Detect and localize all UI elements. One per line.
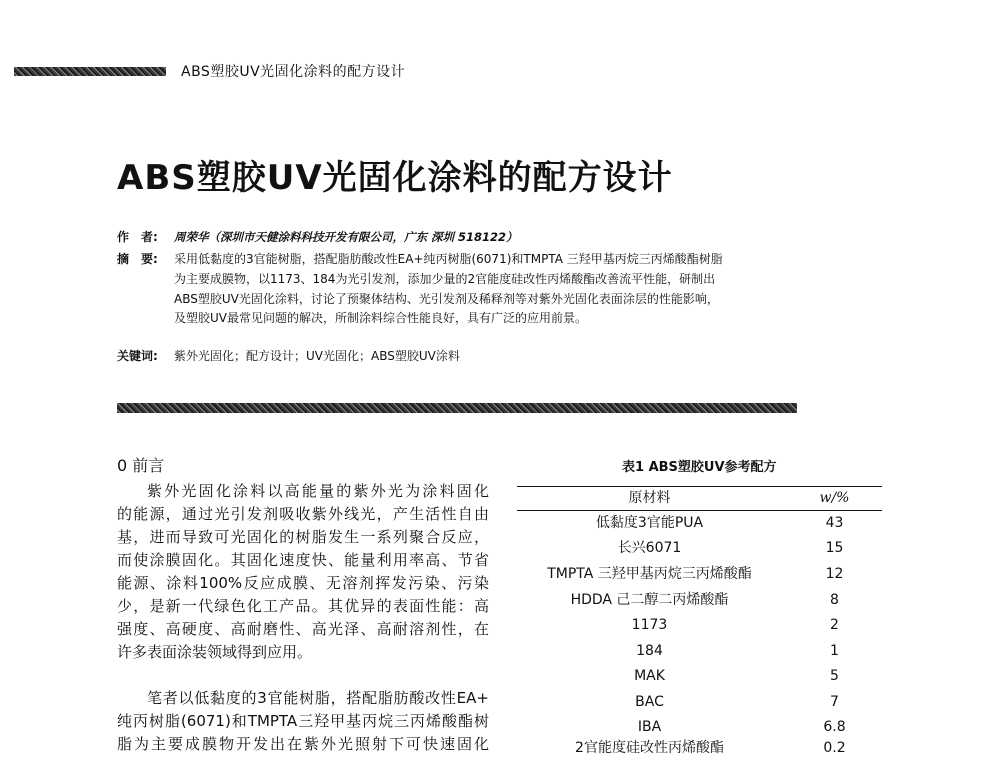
table-row (517, 563, 882, 586)
abstract-line: 为主要成膜物，以1173、184为光引发剂，添加少量的2官能度硅改性丙烯酸酯改善流平性能，研制出 (174, 271, 716, 286)
table-cell-material: TMPTA 三羟甲基丙烷三丙烯酸酯 (547, 566, 752, 582)
table-header-rule (517, 510, 882, 511)
paragraph-line: 笔者以低黏度的3官能树脂，搭配脂肪酸改性EA+ (147, 689, 489, 707)
table-cell-fraction: 5 (830, 668, 839, 684)
table-row (517, 665, 882, 688)
table-row (517, 737, 882, 760)
table-row (517, 614, 882, 637)
table-cell-material: 1173 (631, 617, 668, 633)
table-cell-fraction: 15 (825, 540, 844, 556)
table-cell-material: IBA (637, 719, 662, 735)
paragraph-line: 纯丙树脂(6071)和TMPTA三羟甲基丙烷三丙烯酸酯树 (117, 712, 489, 730)
table-row (517, 640, 882, 663)
paragraph-line: 强度、高硬度、高耐磨性、高光泽、高耐溶剂性，在 (117, 620, 489, 638)
table-cell-material: 低黏度3官能PUA (595, 515, 704, 531)
paragraph-line: 脂为主要成膜物开发出在紫外光照射下可快速固化 (117, 735, 489, 753)
table-row (517, 537, 882, 560)
table-cell-fraction: 12 (825, 566, 844, 582)
table-cell-fraction: 0.2 (823, 740, 846, 756)
paragraph-line: 而使涂膜固化。其固化速度快、能量利用率高、节省 (117, 551, 489, 569)
paragraph-line: 许多表面涂装领域得到应用。 (117, 643, 313, 661)
abstract-line: 采用低黏度的3官能树脂，搭配脂肪酸改性EA+纯丙树脂(6071)和TMPTA 三羟甲基丙烷三丙烯酸酯树脂 (174, 252, 723, 266)
table-cell-material: 184 (636, 643, 663, 659)
table-cell-fraction: 1 (830, 643, 839, 659)
abstract-line: 及塑胶UV最常见问题的解决，所制涂料综合性能良好，具有广泛的应用前景。 (174, 311, 587, 326)
table-row (517, 691, 882, 714)
abstract-line: ABS塑胶UV光固化涂料，讨论了预聚体结构、光引发剂及稀释剂等对紫外光固化表面涂层的性能影响， (174, 291, 719, 306)
running-header-bar (14, 67, 166, 76)
table-header-fraction: w/% (819, 490, 850, 506)
section-divider-bar (117, 403, 797, 413)
table-cell-fraction: 8 (830, 592, 839, 608)
article-title: ABS塑胶UV光固化涂料的配方设计 (117, 158, 673, 198)
table-cell-fraction: 43 (825, 515, 844, 531)
running-header-title: ABS塑胶UV光固化涂料的配方设计 (181, 64, 406, 80)
paragraph-line: 的能源，通过光引发剂吸收紫外线光，产生活性自由 (117, 505, 489, 523)
abstract-label: 摘 要: (117, 252, 158, 266)
section-heading: 0 前言 (117, 456, 165, 475)
table-cell-material: 长兴6071 (617, 540, 682, 556)
table-header-row (517, 487, 882, 510)
table-row (517, 589, 882, 612)
paragraph-line: 紫外光固化涂料以高能量的紫外光为涂料固化 (147, 482, 489, 500)
author-label: 作 者: (117, 230, 158, 244)
author-text: 周荣华（深圳市天健涂料科技开发有限公司，广东 深圳 518122） (174, 230, 518, 244)
paragraph-line: 能源、涂料100%反应成膜、无溶剂挥发污染、污染 (117, 574, 489, 592)
table-cell-material: MAK (634, 668, 665, 684)
table-cell-material: BAC (635, 694, 664, 710)
table-caption: 表1 ABS塑胶UV参考配方 (622, 460, 777, 475)
table-row (517, 716, 882, 739)
table-cell-fraction: 2 (830, 617, 839, 633)
table-cell-material: 2官能度硅改性丙烯酸酯 (575, 740, 724, 756)
table-row (517, 512, 882, 535)
keywords-text: 紫外光固化；配方设计；UV光固化；ABS塑胶UV涂料 (174, 349, 460, 363)
table-cell-material: HDDA 己二醇二丙烯酸酯 (570, 592, 729, 608)
table-cell-fraction: 6.8 (823, 719, 846, 735)
abstract-text (174, 250, 723, 329)
table-cell-fraction: 7 (830, 694, 839, 710)
keywords-label: 关键词: (117, 349, 158, 363)
paragraph-line: 基，进而导致可光固化的树脂发生一系列聚合反应， (117, 528, 489, 546)
table-header-material: 原材料 (628, 490, 671, 506)
paragraph-line: 少，是新一代绿色化工产品。其优异的表面性能：高 (117, 597, 489, 615)
